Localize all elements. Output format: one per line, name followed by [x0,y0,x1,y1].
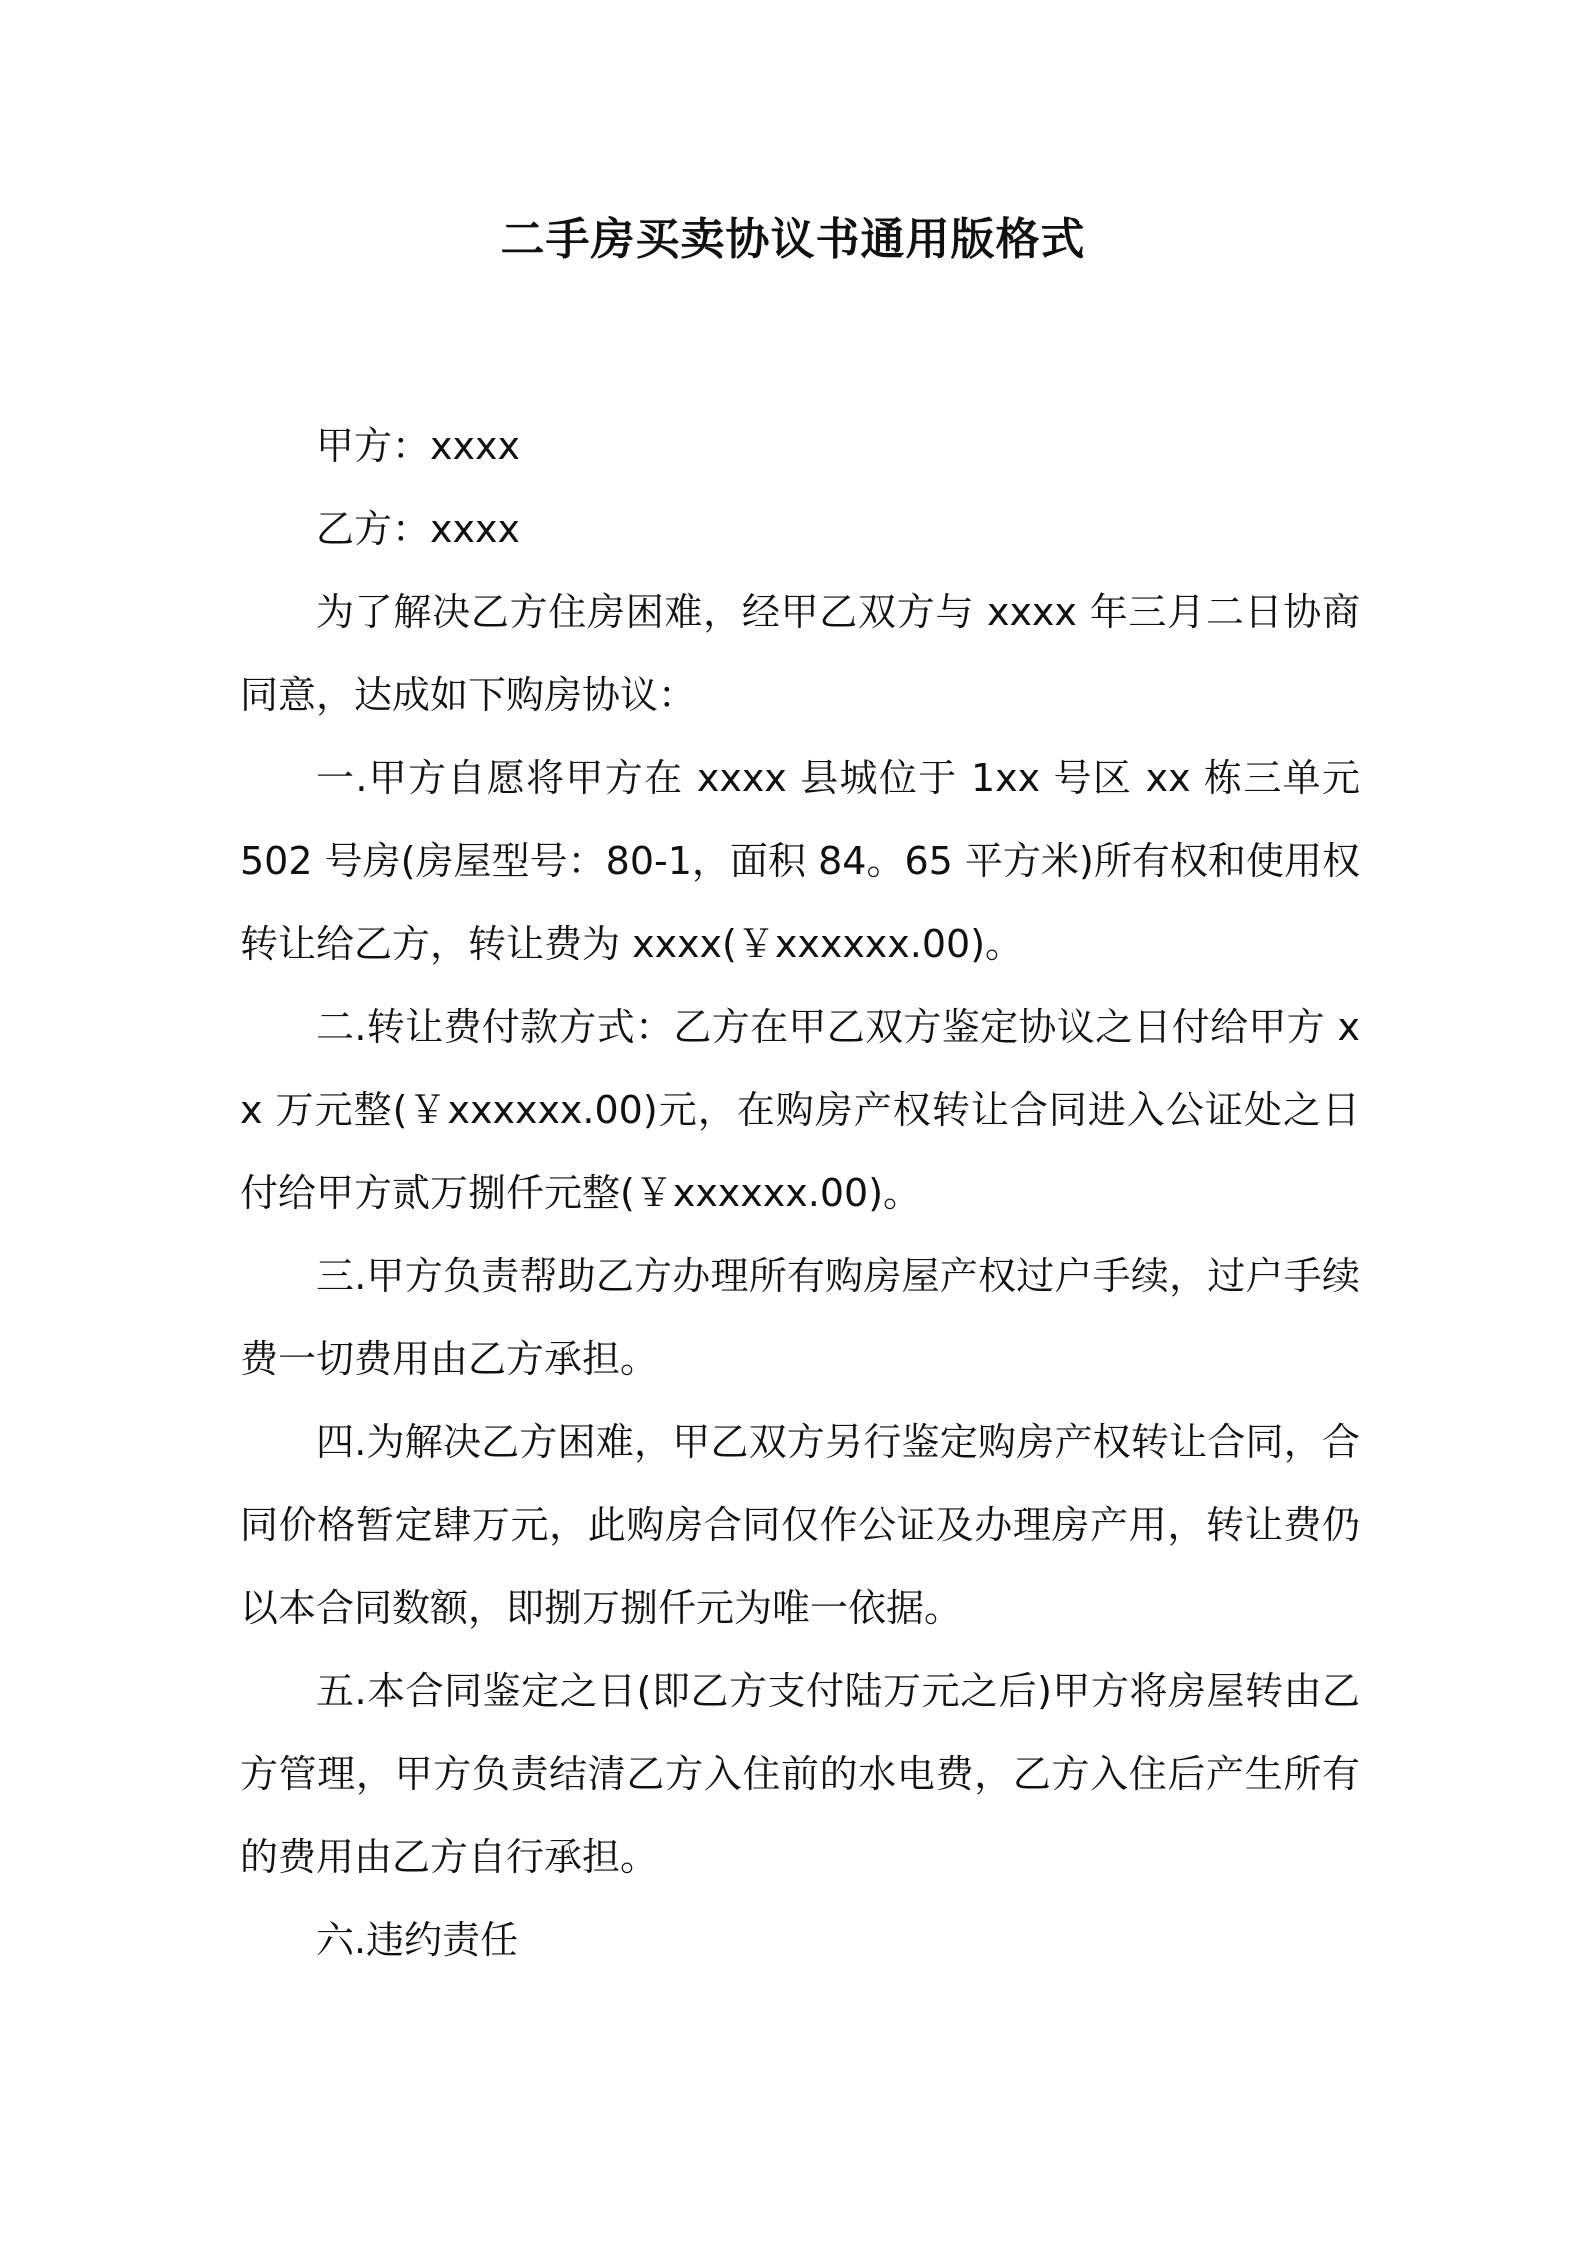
clause-4: 四.为解决乙方困难，甲乙双方另行鉴定购房产权转让合同，合同价格暂定肆万元，此购房合同仅作公证及办理房产用，转让费仍以本合同数额，即捌万捌仟元为唯一依据。 [240,1420,1360,1630]
clause-5: 五.本合同鉴定之日(即乙方支付陆万元之后)甲方将房屋转由乙方管理，甲方负责结清乙方入住前的水电费，乙方入住后产生所有的费用由乙方自行承担。 [240,1669,1360,1879]
clause-6-heading: 六.违约责任 [316,1918,519,1962]
intro-paragraph: 为了解决乙方住房困难，经甲乙双方与 xxxx 年三月二日协商同意，达成如下购房协议： [240,590,1360,717]
party-b-line: 乙方：xxxx [316,507,520,551]
party-a-line: 甲方：xxxx [316,424,520,468]
clause-1: 一.甲方自愿将甲方在 xxxx 县城位于 1xx 号区 xx 栋三单元 502 号房(房屋型号：80-1，面积 84。65 平方米)所有权和使用权转让给乙方，转让费为 xxxx(￥xxxxxx.00)。 [240,756,1360,966]
document-body [240,405,1360,1982]
clause-3: 三.甲方负责帮助乙方办理所有购房屋产权过户手续，过户手续费一切费用由乙方承担。 [240,1254,1360,1381]
document-title: 二手房买卖协议书通用版格式 [500,214,1086,265]
clause-2: 二.转让费付款方式：乙方在甲乙双方鉴定协议之日付给甲方 xx 万元整(￥xxxxxx.00)元，在购房产权转让合同进入公证处之日付给甲方贰万捌仟元整(￥xxxxxx.00)。 [240,1005,1360,1215]
